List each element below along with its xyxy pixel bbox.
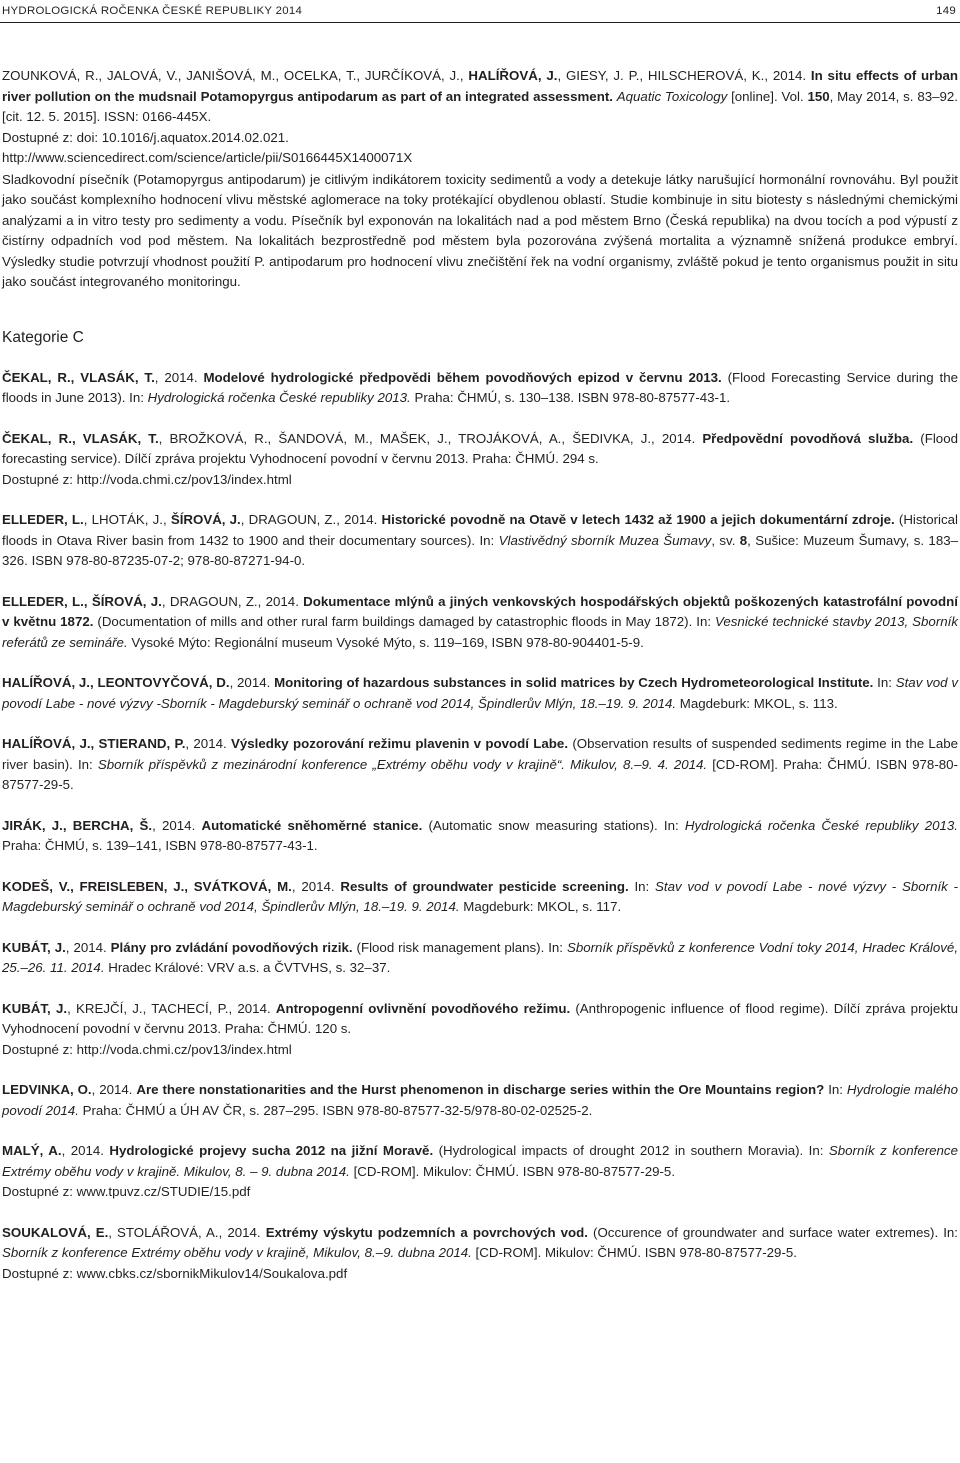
reference-title: Předpovědní povodňová služba. [702,430,914,446]
reference-abstract: Sladkovodní písečník (Potamopyrgus antipodarum) je citlivým indikátorem toxicity sedimentů a vody a detekuje látky narušující hormonální rovnováhu. Byl použit jako součást komplexního hodnocení vlivu městské aglomerace na toky protékající obydlenou oblastí. Studie kombinuje in situ biotesty s následnými chemickými analýzami a in vitro testy pro sedimenty a vodu. Písečník byl exponován na lokalitách nad a pod městem Brno (Česká republika) na dvou tocích a pod výpustí z čistírny odpadních vod pod městem. Na lokalitách bezprostředně pod městem byla pozorována zvýšená mortalita a významně snížená produkce embryí. Výsledky studie potvrzují vhodnost použití P. antipodarum pro hodnocení vlivu znečištění řek na vodní organismy, zvláště pokud je tento organismus použit in situ jako součást integrovaného monitoringu. [2,171,958,289]
reference-doi: Dostupné z: doi: 10.1016/j.aquatox.2014.02.021. [2,129,289,145]
reference-source: Hydrologická ročenka České republiky 2013. [684,817,959,833]
reference-year: , 2014. [229,675,275,690]
reference-source: Sborník z konference Extrémy oběhu vody v krajině, Mikulov, 8.–9. dubna 2014. [2,1245,472,1260]
reference-entry-ledvinka [2,1080,958,1121]
reference-url[interactable]: http://www.sciencedirect.com/science/article/pii/S0166445X1400071X [2,150,413,165]
reference-authors-rest: , STOLÁŘOVÁ, A., 2014. [108,1224,266,1240]
reference-rest: Magdeburk: MKOL, s. 117. [459,899,622,914]
reference-url[interactable]: Dostupné z: http://voda.chmi.cz/pov13/index.html [2,1041,292,1057]
reference-year: , 2014. [65,939,111,955]
reference-authors-bold: ČEKAL, R., VLASÁK, T. [2,430,159,446]
header-divider [0,22,960,23]
reference-in: In: [628,878,655,894]
reference-authors: ZOUNKOVÁ, R., JALOVÁ, V., JANIŠOVÁ, M., OCELKA, T., JURČÍKOVÁ, J., [2,68,469,83]
reference-entry-elleder-2 [2,592,958,654]
reference-translation: (Occurence of groundwater and surface water extremes). In: [587,1224,958,1240]
reference-authors-bold: MALÝ, A. [2,1143,62,1158]
reference-source: Sborník z konference Extrémy oběhu vody v krajině. Mikulov, 8. – 9. dubna 2014. [2,1143,958,1179]
reference-authors-bold: KUBÁT, J. [2,939,66,955]
reference-title: Modelové hydrologické předpovědi během povodňových epizod v červnu 2013. [203,369,722,385]
reference-entry-halirova-2 [2,734,958,796]
reference-year: , 2014. [154,369,204,385]
reference-url[interactable]: Dostupné z: www.tpuvz.cz/STUDIE/15.pdf [2,1184,251,1199]
reference-translation: (Flood risk management plans). In: [352,939,567,955]
reference-authors-bold: ŠÍROVÁ, J. [170,512,241,527]
reference-title: Automatické sněhoměrné stanice. [201,817,423,833]
section-heading: Kategorie C [2,328,84,346]
reference-year: , 2014. [291,878,341,894]
reference-authors-bold: HALÍŘOVÁ, J. [468,68,558,83]
reference-source: Hydrologie malého povodí 2014. [2,1082,959,1118]
reference-entry-zounkova [2,66,958,293]
reference-year: , 2014. [91,1082,137,1097]
reference-entry-kubat-2 [2,999,958,1061]
reference-authors-rest: , DRAGOUN, Z., 2014. [240,512,382,527]
reference-source: Sborník příspěvků z mezinárodní konference „Extrémy oběhu vody v krajině“. Mikulov, 8.–9. 4. 2014. [97,756,708,772]
reference-title: Are there nonstationarities and the Hurst phenomenon in discharge series within the Ore Mountains region? [136,1082,825,1097]
reference-title: Historické povodně na Otavě v letech 1432 až 1900 a jejich dokumentární zdroje. [381,512,895,527]
reference-translation: (Documentation of mills and other rural farm buildings damaged by catastrophic floods in May 1872). In: [93,614,715,629]
reference-rest: Hradec Králové: VRV a.s. a ČVTVHS, s. 32–37. [104,960,391,975]
reference-title: Monitoring of hazardous substances in solid matrices by Czech Hydrometeorological Institute. [274,675,874,690]
reference-authors-bold: ČEKAL, R., VLASÁK, T. [2,369,155,385]
reference-authors-bold: KUBÁT, J. [2,1000,68,1016]
reference-authors-rest: , LHOTÁK, J., [83,512,171,527]
reference-authors-rest: , DRAGOUN, Z., 2014. [161,593,304,609]
reference-source: Vesnické technické stavby 2013, Sborník referátů ze semináře. [2,614,958,650]
reference-rest: Vysoké Mýto: Regionální museum Vysoké Mýto, s. 119–169, ISBN 978-80-904401-5-9. [127,634,644,650]
reference-rest: Praha: ČHMÚ a ÚH AV ČR, s. 287–295. ISBN 978-80-87577-32-5/978-80-02-02525-2. [78,1102,593,1118]
reference-source: Vlastivědný sborník Muzea Šumavy [498,532,712,548]
reference-year: , 2014. [152,817,202,833]
reference-rest: (Flood forecasting service). Dílčí zpráva projektu Vyhodnocení povodní v červnu 2013. Praha: ČHMÚ. 294 s. [2,430,958,466]
page-number: 149 [936,5,956,17]
reference-entry-kubat-1 [2,938,958,979]
reference-authors-rest: , BROŽKOVÁ, R., ŠANDOVÁ, M., MAŠEK, J., TROJÁKOVÁ, A., ŠEDIVKA, J., 2014. [158,430,703,446]
reference-year: , 2014. [61,1143,110,1158]
reference-entry-kodes [2,877,958,918]
reference-source: Hydrologická ročenka České republiky 2013. [147,390,411,405]
reference-rest: (Anthropogenic influence of flood regime). Dílčí zpráva projektu Vyhodnocení povodní v červnu 2013. Praha: ČHMÚ. 120 s. [2,1000,958,1036]
reference-authors-bold: KODEŠ, V., FREISLEBEN, J., SVÁTKOVÁ, M. [2,878,292,894]
reference-entry-maly [2,1141,958,1203]
running-header-title: HYDROLOGICKÁ ROČENKA ČESKÉ REPUBLIKY 2014 [2,5,303,17]
reference-url[interactable]: Dostupné z: www.cbks.cz/sbornikMikulov14/Soukalova.pdf [2,1265,348,1281]
reference-volume: 8 [739,532,748,548]
reference-authors-bold: HALÍŘOVÁ, J., LEONTOVYČOVÁ, D. [2,675,230,690]
reference-entry-cekal-2 [2,429,958,491]
reference-entry-elleder-1 [2,510,958,572]
reference-rest: [CD-ROM]. Praha: ČHMÚ. ISBN 978-80-87577-29-5. [2,756,958,792]
reference-entry-cekal-1 [2,368,958,409]
reference-online: [online]. Vol. [727,88,808,104]
reference-volume-prefix: , sv. [711,532,740,548]
reference-translation: (Automatic snow measuring stations). In: [422,817,685,833]
reference-source: Sborník příspěvků z konference Vodní toky 2014, Hradec Králové, 25.–26. 11. 2014. [2,939,959,975]
reference-details: , May 2014, s. 83–92. [cit. 12. 5. 2015]. ISSN: 0166-445X. [2,88,958,124]
reference-translation: (Observation results of suspended sediments regime in the Labe river basin). In: [2,736,959,772]
reference-translation: (Flood Forecasting Service during the floods in June 2013). In: [2,369,958,405]
reference-source: Stav vod v povodí Labe - nové výzvy - Sborník - Magdeburský seminář o ochraně vod 2014, Špindlerův Mlýn, 18.–19. 9. 2014. [2,878,958,914]
reference-title: Extrémy výskytu podzemních a povrchových vod. [265,1224,588,1240]
reference-in: In: [824,1082,847,1097]
reference-authors-bold: JIRÁK, J., BERCHA, Š. [2,817,153,833]
reference-journal: Aquatic Toxicology [616,88,728,104]
reference-entry-soukalova [2,1223,958,1285]
reference-rest: Praha: ČHMÚ, s. 139–141, ISBN 978-80-87577-43-1. [2,838,318,853]
reference-authors-rest: , KREJČÍ, J., TACHECÍ, P., 2014. [67,1000,276,1016]
reference-title: Výsledky pozorování režimu plavenin v povodí Labe. [231,736,569,751]
reference-title: Hydrologické projevy sucha 2012 na jižní Moravě. [109,1143,434,1158]
references-content [2,66,958,1304]
reference-entry-jirak [2,816,958,857]
reference-authors-rest: , GIESY, J. P., HILSCHEROVÁ, K., 2014. [557,68,811,83]
reference-rest: [CD-ROM]. Mikulov: ČHMÚ. ISBN 978-80-87577-29-5. [349,1163,676,1179]
reference-title: Dokumentace mlýnů a jiných venkovských hospodářských objektů poškozených katastrofální povodní v květnu 1872. [2,593,958,629]
reference-rest: [CD-ROM]. Mikulov: ČHMÚ. ISBN 978-80-87577-29-5. [471,1245,797,1260]
reference-authors-bold: ELLEDER, L. [2,512,84,527]
reference-source: Stav vod v povodí Labe - nové výzvy -Sborník - Magdeburský seminář o ochraně vod 2014, Špindlerův Mlýn, 18.–19. 9. 2014. [2,675,958,711]
reference-rest: Praha: ČHMÚ, s. 130–138. ISBN 978-80-87577-43-1. [410,390,731,405]
reference-in: In: [873,675,896,690]
reference-title: Results of groundwater pesticide screening. [340,878,629,894]
reference-entry-halirova-1 [2,673,958,714]
reference-authors-bold: HALÍŘOVÁ, J., STIERAND, P. [2,736,186,751]
reference-rest: , Sušice: Muzeum Šumavy, s. 183–326. ISBN 978-80-87235-07-2; 978-80-87271-94-0. [2,532,958,568]
reference-title: In situ effects of urban river pollution on the mudsnail Potamopyrgus antipodarum as part of an integrated assessment. [2,68,958,104]
reference-authors-bold: ELLEDER, L., ŠÍROVÁ, J. [2,593,162,609]
reference-authors-bold: LEDVINKA, O. [2,1082,92,1097]
reference-volume: 150 [807,88,830,104]
reference-translation: (Hydrological impacts of drought 2012 in southern Moravia). In: [433,1143,829,1158]
reference-translation: (Historical floods in Otava River basin from 1432 to 1900 and their documentary sources). In: [2,512,958,548]
reference-title: Plány pro zvládání povodňových rizik. [110,939,353,955]
reference-authors-bold: SOUKALOVÁ, E. [2,1224,109,1240]
reference-title: Antropogenní ovlivnění povodňového režimu. [275,1000,571,1016]
reference-url[interactable]: Dostupné z: http://voda.chmi.cz/pov13/index.html [2,471,292,487]
reference-year: , 2014. [185,736,232,751]
running-header [0,0,960,24]
reference-rest: Magdeburk: MKOL, s. 113. [676,695,838,711]
